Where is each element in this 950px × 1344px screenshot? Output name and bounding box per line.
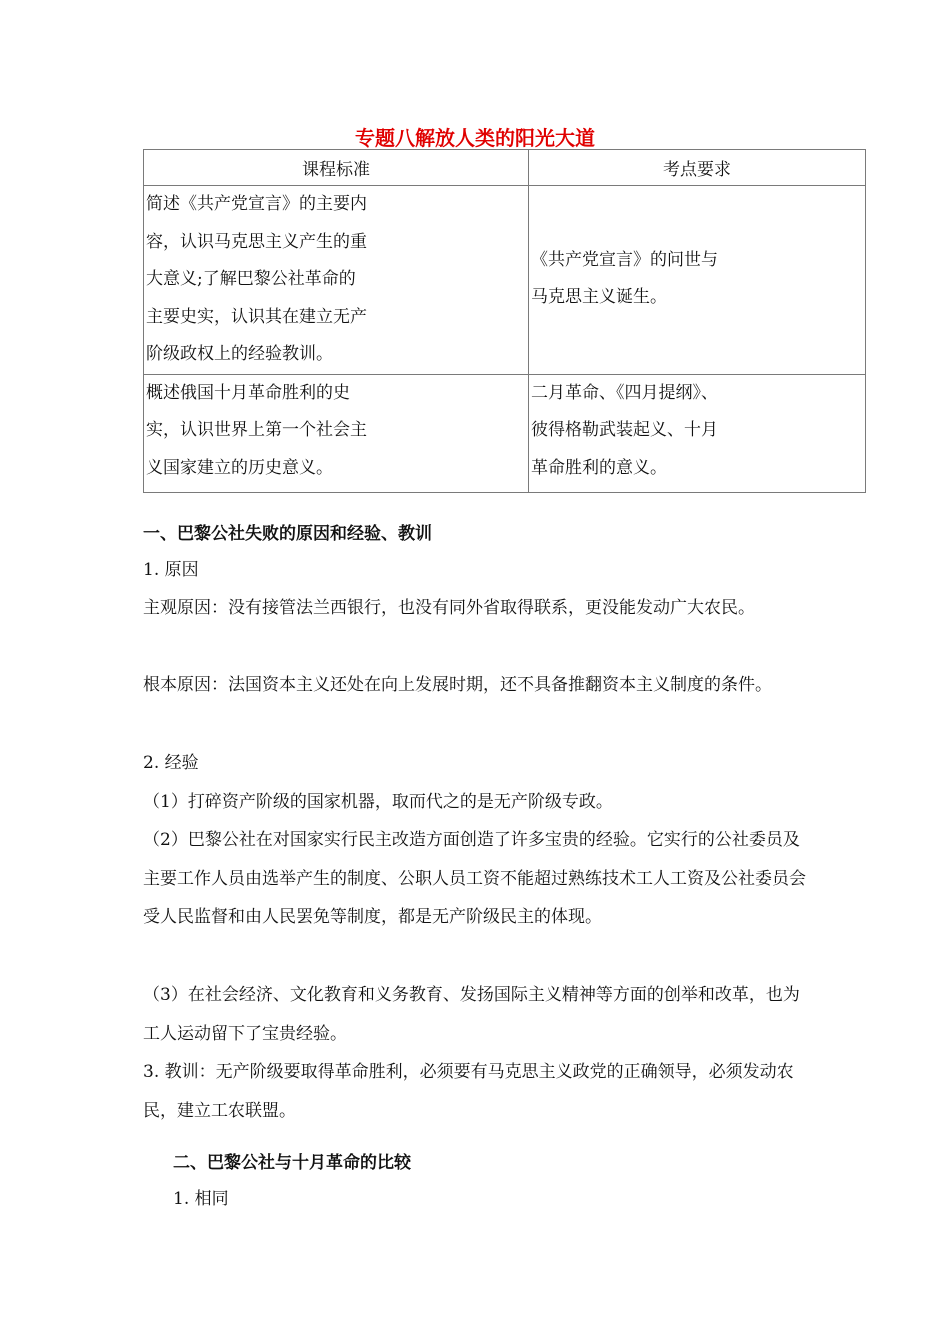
cell-line: 马克思主义诞生。: [531, 287, 667, 307]
paragraph: 3. 教训：无产阶级要取得革命胜利，必须要有马克思主义政党的正确领导，必须发动农民，建立工农联盟。: [143, 1062, 794, 1121]
table-header-row: [144, 150, 866, 186]
cell-line: 主要史实，认识其在建立无产: [146, 306, 367, 327]
paragraph: 主观原因：没有接管法兰西银行，也没有同外省取得联系，更没能发动广大农民。: [143, 598, 755, 618]
cell-line: 容，认识马克思主义产生的重: [146, 231, 367, 252]
paragraph: （1）打碎资产阶级的国家机器，取而代之的是无产阶级专政。: [143, 792, 613, 812]
paragraph: （2）巴黎公社在对国家实行民主改造方面创造了许多宝贵的经验。它实行的公社委员及主要工作人员由选举产生的制度、公职人员工资不能超过熟练技术工人工资及公社委员会受人民监督和由人民罢免等制度，都是无产阶级民主的体现。: [143, 830, 806, 927]
standard-cell: [144, 374, 529, 492]
cell-line: 革命胜利的意义。: [531, 457, 667, 478]
header-standard: 课程标准: [144, 150, 529, 186]
cell-line: 简述《共产党宣言》的主要内: [146, 194, 367, 214]
cell-line: 彼得格勒武装起义、十月: [531, 420, 718, 440]
cell-line: 阶级政权上的经验教训。: [146, 344, 333, 364]
table-row: [144, 374, 866, 492]
cell-line: 概述俄国十月革命胜利的史: [146, 382, 350, 403]
requirement-cell: [529, 186, 866, 375]
header-requirement: 考点要求: [529, 150, 866, 186]
cell-line: 大意义;了解巴黎公社革命的: [146, 269, 356, 289]
cell-line: 《共产党宣言》的问世与: [531, 249, 718, 270]
cell-line: 义国家建立的历史意义。: [146, 457, 333, 478]
cell-line: 实，认识世界上第一个社会主: [146, 420, 367, 440]
section-heading: 一、巴黎公社失败的原因和经验、教训: [143, 524, 432, 544]
requirement-cell: [529, 374, 866, 492]
paragraph: （3）在社会经济、文化教育和义务教育、发扬国际主义精神等方面的创举和改革，也为工人运动留下了宝贵经验。: [143, 985, 800, 1044]
standard-cell: [144, 186, 529, 375]
table-row: [144, 186, 866, 375]
item-label: 2. 经验: [143, 753, 199, 773]
section-heading: 二、巴黎公社与十月革命的比较: [173, 1153, 411, 1173]
item-label: 1. 原因: [143, 560, 199, 580]
cell-line: 二月革命、《四月提纲》、: [531, 382, 718, 403]
curriculum-table: [143, 149, 866, 493]
page-title: 专题八解放人类的阳光大道: [355, 126, 595, 150]
item-label: 1. 相同: [173, 1189, 229, 1209]
paragraph: 根本原因：法国资本主义还处在向上发展时期，还不具备推翻资本主义制度的条件。: [143, 675, 772, 695]
